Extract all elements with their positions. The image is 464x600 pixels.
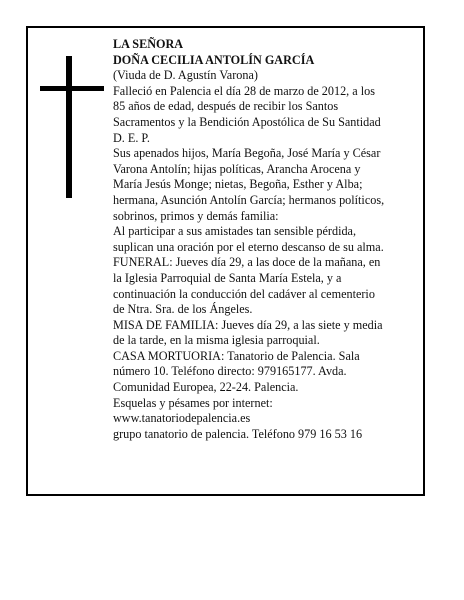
heading-title: LA SEÑORA — [113, 37, 184, 51]
funeral-line: de Ntra. Sra. de los Ángeles. — [113, 302, 253, 317]
death-line: Falleció en Palencia el día 28 de marzo de 2012, a los — [113, 83, 375, 98]
request-line: Al participar a sus amistades tan sensible pérdida, — [113, 224, 357, 239]
family-line: María Jesús Monge; nietas, Begoña, Esther y Alba; — [113, 177, 363, 192]
obituary-text — [113, 37, 415, 442]
cross-vertical-bar — [66, 56, 72, 198]
mass-line: de la tarde, en la misma iglesia parroquial. — [113, 333, 320, 348]
website-link[interactable]: www.tanatoriodepalencia.es — [113, 411, 251, 426]
mortuary-line: Comunidad Europea, 22-24. Palencia. — [113, 380, 299, 395]
death-line: Sacramentos y la Bendición Apostólica de Su Santidad — [113, 114, 381, 129]
death-line: 85 años de edad, después de recibir los Santos — [113, 99, 339, 114]
request-line: suplican una oración por el eterno descanso de su alma. — [113, 239, 384, 254]
funeral-line: la Iglesia Parroquial de Santa María Estela, y a — [113, 270, 342, 285]
deceased-name: DOÑA CECILIA ANTOLÍN GARCÍA — [113, 52, 315, 67]
family-line: sobrinos, primos y demás familia: — [113, 208, 279, 223]
cross-horizontal-bar — [40, 86, 104, 91]
family-line: Sus apenados hijos, María Begoña, José María y César — [113, 146, 381, 161]
family-line: Varona Antolín; hijas políticas, Arancha Arocena y — [113, 161, 361, 176]
mortuary-line: número 10. Teléfono directo: 979165177. Avda. — [113, 364, 347, 379]
rip-line: D. E. P. — [113, 130, 150, 145]
mortuary-line: CASA MORTUORIA: Tanatorio de Palencia. Sala — [113, 348, 360, 363]
widow-note: (Viuda de D. Agustín Varona) — [113, 68, 258, 83]
funeral-line: FUNERAL: Jueves día 29, a las doce de la mañana, en — [113, 255, 381, 270]
funeral-line: continuación la conducción del cadáver al cementerio — [113, 286, 375, 301]
phone-line: grupo tanatorio de palencia. Teléfono 979 16 53 16 — [113, 426, 363, 441]
family-line: hermana, Asunción Antolín García; hermanos políticos, — [113, 192, 385, 207]
cross-icon — [40, 56, 104, 198]
internet-line: Esquelas y pésames por internet: — [113, 395, 273, 410]
mass-line: MISA DE FAMILIA: Jueves día 29, a las siete y media — [113, 317, 383, 332]
